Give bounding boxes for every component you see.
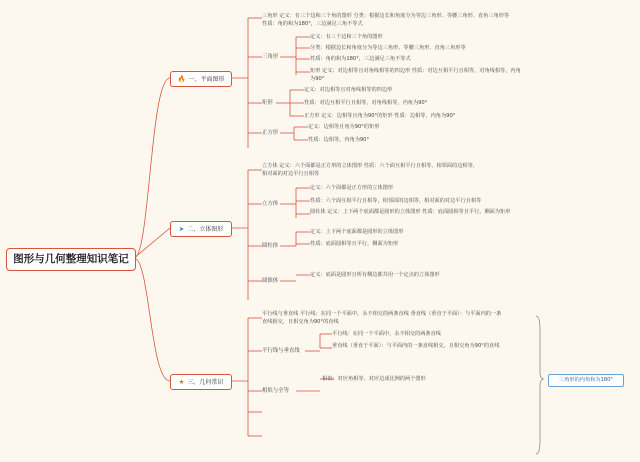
cube-intro[interactable]: 立方体 定义：六个面都是正方形的立体图形 性质：六个面互相平行且相等，相邻面的边相等，相对面的对边平行且相等 [262,163,478,178]
rect-def[interactable]: 定义：对边相等且对角线相等的四边形 [304,87,393,93]
branch-label: 三、几何常识 [187,379,224,386]
sub-cylinder[interactable]: 圆柱体 [262,243,279,249]
sub-rectangle[interactable]: 矩形 [262,100,273,106]
branch-label: 一、平面图形 [188,76,225,83]
paper-plane-icon: ➤ [178,225,185,233]
tri-def[interactable]: 定义：有三个边和三个角的图形 [310,34,383,40]
sub-cone[interactable]: 圆锥体 [262,278,279,284]
cyl-prop[interactable]: 性质：底面圆相等且平行，侧面为矩形 [310,241,399,247]
cyl-intro[interactable]: 圆柱体 定义：上下两个底面都是圆形的立体图形 性质：底面圆相等且平行，侧面为矩形 [310,209,511,215]
root-node[interactable]: 图形与几何整理知识笔记 [6,248,136,271]
parallel-def[interactable]: 平行线：在同一个平面中，永不相交的两条直线 [332,331,441,337]
sub-parallel-perpendicular[interactable]: 平行线与垂直线 [262,348,300,354]
sub-cube[interactable]: 立方体 [262,201,279,207]
branch-plane-figures[interactable] [170,71,232,87]
cone-def[interactable]: 定义：底面是圆形且所有侧边都共用一个定点的立体图形 [310,272,440,278]
tri-prop[interactable]: 性质：角的和为180°，三边满足三角不等式 [310,56,411,62]
rect-prop[interactable]: 性质：对边互相平行且相等，对角线相等，内角为90° [304,100,428,106]
triangle-intro[interactable]: 三角形 定义：有三个边和三个角的图形 分类：根据边长和角度分为等边三角形、等腰三角形、直角三角形等 性质：角的和为180°，三边满足三角不等式 [262,13,510,28]
sq-def[interactable]: 定义：边相等且角为90°的矩形 [308,124,380,130]
perpendicular-def[interactable]: 垂直线（垂直于平面）：与平面内的一条直线相交，且相交角为90°的直线 [332,343,500,349]
sub-triangle[interactable]: 三角形 [262,54,279,60]
cyl-def[interactable]: 定义：上下两个底面都是圆形的立体图形 [310,229,404,235]
sub-similar-congruent[interactable]: 相似与全等 [262,388,289,394]
star-icon: ★ [178,378,185,386]
sq-prop[interactable]: 性质：边相等，内角为90° [308,137,370,143]
rect-square[interactable]: 正方形 定义：边相等且角为90°的矩形 性质：边相等，内角为90° [304,113,456,119]
similar-def[interactable]: 相似：对应角相等，对应边成比例的两个图形 [322,376,426,382]
flame-icon: 🔥 [177,75,186,83]
cube-prop[interactable]: 性质：六个面互相平行且相等，相邻面的边相等，相对面的对边平行且相等 [310,198,482,204]
tri-class[interactable]: 分类：根据边长和角度分为等边三角形、等腰三角形、直角三角形等 [310,45,466,51]
cube-def[interactable]: 定义：六个面都是正方形的立体图形 [310,185,394,191]
parallel-intro[interactable]: 平行线与垂直线 平行线：在同一个平面中，永不相交的两条直线 垂直线（垂直于平面）：与平面内的一条直线相交，且相交角为90°的直线 [262,311,502,326]
rect-intro[interactable]: 矩形 定义：对边相等且对角线相等的四边形 性质：对边互相平行且相等，对角线相等，内角为90° [310,68,521,83]
branch-label: 二、立体图形 [187,226,224,233]
sub-square[interactable]: 正方形 [262,130,279,136]
summary-note[interactable]: 三角形的内角和为180° [548,374,624,387]
branch-solid-figures[interactable] [170,221,232,237]
branch-geometry-basics[interactable] [170,374,232,390]
